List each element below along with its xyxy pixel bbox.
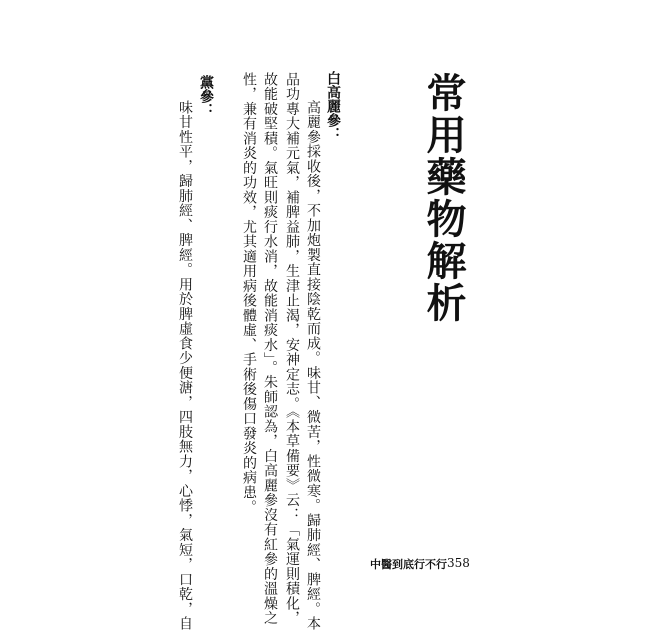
section-heading-white-ginseng: 白高麗參： [325,71,341,141]
body-text-line: 高麗參採收後，不加炮製直接陰乾而成。味甘、微苦，性微寒。歸肺經、脾經。本 [305,100,321,631]
running-title: 中醫到底行不行 [370,558,447,571]
body-text-line: 味甘性平，歸肺經、脾經。用於脾虛食少便溏，四肢無力，心悸，氣短，口乾，自 [177,100,193,631]
section-heading-codonopsis: 黨參： [198,75,214,117]
chapter-title: 常用藥物解析 [420,72,466,324]
body-text-line: 故能破堅積。氣旺則痰行水消，故能消痰水」。朱師認為，白高麗參沒有紅參的溫燥之 [262,72,278,626]
body-text-line: 品功專大補元氣，補脾益肺，生津止渴，安神定志。《本草備要》云：「氣運則積化， [284,72,300,626]
page-number: 358 [447,556,470,570]
body-text-line: 性，兼有消炎的功效，尤其適用病後體虛、手術後傷口發炎的病患。 [241,72,257,515]
